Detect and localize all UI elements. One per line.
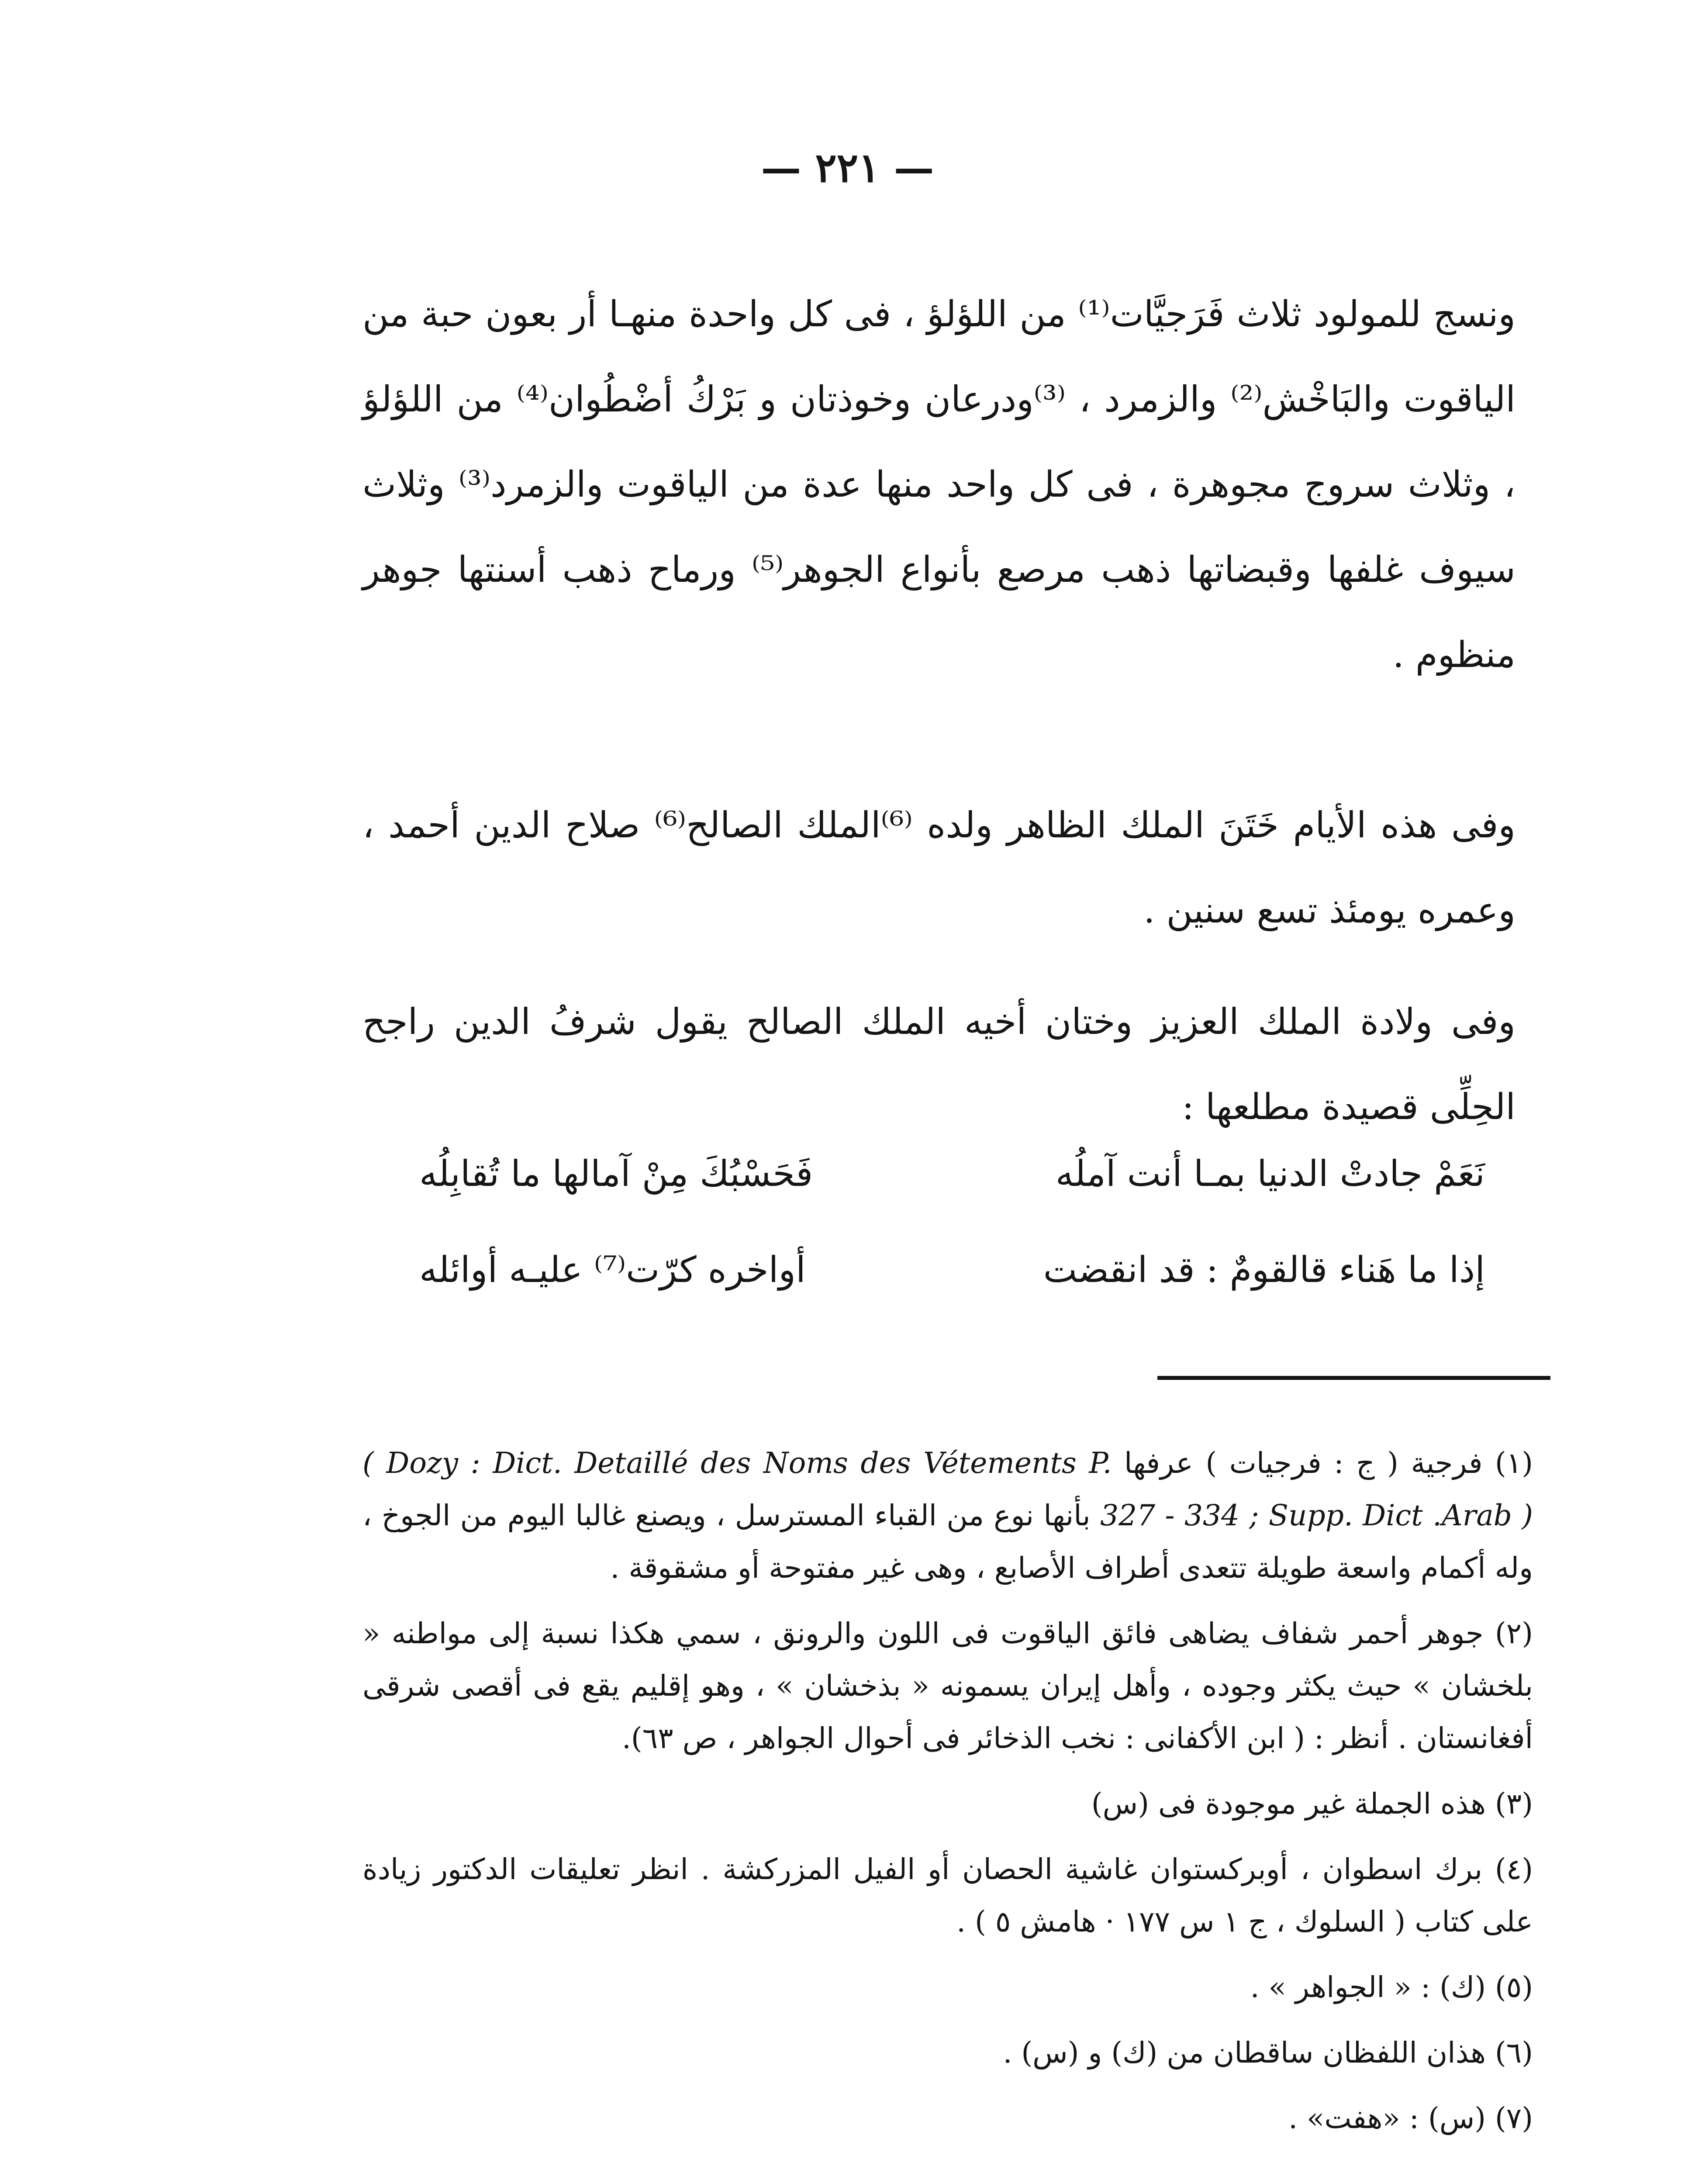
footnote-1-arabic: (١) فرجية ( ج : فرجيات ) عرفها — [1124, 1446, 1533, 1480]
paragraph-circumcision: وفى هذه الأيام خَتَنَ الملك الظاهر ولده ⁽⁶⁾الملك الصالح⁽⁶⁾ صلاح الدين أحمد ، وعمره يومئذ تسع سنين . — [362, 805, 1515, 931]
footnote-5: (٥) (ك) : « الجواهر » . — [1250, 1970, 1533, 2004]
footnote-2: (٢) جوهر أحمر شفاف يضاهى فائق الياقوت فى اللون والرونق ، سمي هكذا نسبة إلى مواطنه « بلخشان » حيث يكثر وجوده ، وأهل إيران يسمونه « بذخشان » ، وهو إقليم يقع فى أقصى شرقى أفغانستان . أنظر : ( ابن الأكفانى : نخب الذخائر فى أحوال الجواهر ، ص ٦٣). — [362, 1617, 1533, 1755]
footnote-4: (٤) برك اسطوان ، أوبركستوان غاشية الحصان أو الفيل المزركشة . انظر تعليقات الدكتور زيادة على كتاب ( السلوك ، ج ١ س ١٧٧ · هامش ٥ ) . — [362, 1852, 1533, 1939]
footnote-1 — [362, 1437, 1533, 1594]
verse-first-hemistich: إذا ما هَناء قالقومٌ : قد انقضت — [1043, 1249, 1485, 1291]
footnote-1-reference: ( Dozy : Dict. Detaillé des Noms des Vétements P. 327 - 334 ; Supp. Dict .Arab ) — [362, 1446, 1533, 1532]
verse-second-hemistich: أواخره كرّت⁽⁷⁾ عليـه أوائله — [419, 1249, 806, 1291]
paragraph-poem-intro: وفى ولادة الملك العزيز وختان أخيه الملك الصالح يقول شرفُ الدين راجح الحِلِّى قصيدة مطلعها : — [362, 1001, 1515, 1128]
footnote-separator — [1157, 1376, 1550, 1380]
page-number: — ٢٢١ — — [761, 144, 934, 191]
footnote-6: (٦) هذان اللفظان ساقطان من (ك) و (س) . — [1003, 2036, 1533, 2070]
footnote-3: (٣) هذه الجملة غير موجودة فى (س) — [1091, 1787, 1533, 1821]
paragraph-gifts: ونسج للمولود ثلاث فَرَجيَّات⁽¹⁾ من اللؤلؤ ، فى كل واحدة منهـا أر بعون حبة من الياقوت والبَاخْش⁽²⁾ والزمرد ، ⁽³⁾ودرعان وخوذتان و بَرْكُ أضْطُوان⁽⁴⁾ من اللؤلؤ ، وثلاث سروج مجوهرة ، فى كل واحد منها عدة من الياقوت والزمرد⁽³⁾ وثلاث سيوف غلفها وقبضاتها ذهب مرصع بأنواع الجوهر⁽⁵⁾ ورماح ذهب أسنتها جوهر منظوم . — [362, 294, 1516, 676]
footnotes — [362, 1437, 1533, 2158]
verse-second-hemistich: فَحَسْبُكَ مِنْ آمالها ما تُقابِلُه — [419, 1153, 813, 1195]
verse-first-hemistich: نَعَمْ جادتْ الدنيا بمـا أنت آملُه — [1055, 1153, 1485, 1195]
footnote-7: (٧) (س) : «هفت» . — [1288, 2101, 1533, 2135]
footnote-1-text: بأنها نوع من القباء المسترسل ، ويصنع غالبا اليوم من الجوخ ، وله أكمام واسعة طويلة تتعدى أطراف الأصابع ، وهى غير مفتوحة أو مشقوقة . — [362, 1499, 1533, 1585]
